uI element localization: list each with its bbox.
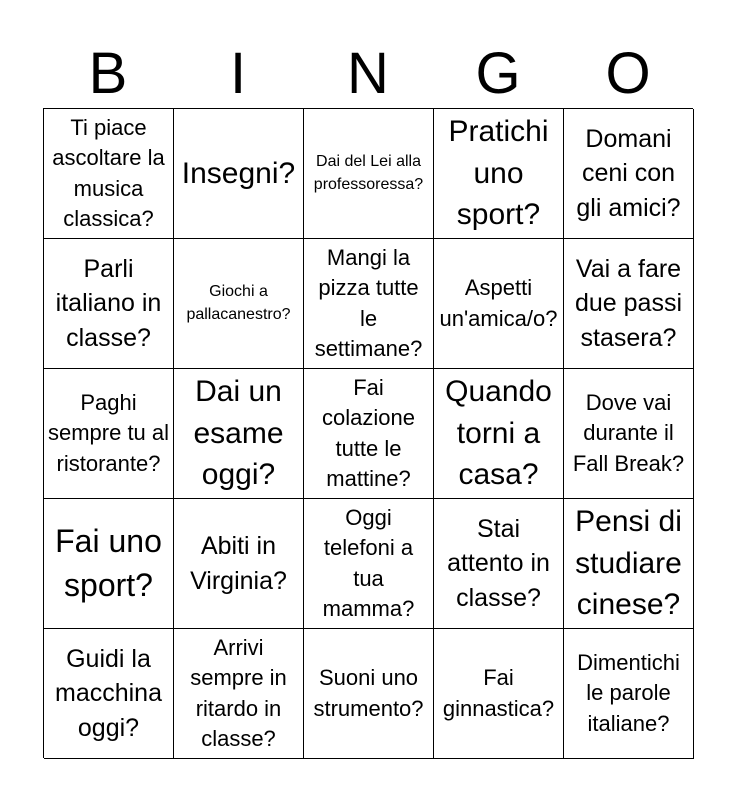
bingo-cell[interactable] bbox=[174, 499, 304, 629]
bingo-cell[interactable] bbox=[434, 109, 564, 239]
cell-text: Stai attento in classe? bbox=[447, 514, 550, 612]
cell-text: Fai colazione tutte le mattine? bbox=[322, 374, 415, 491]
bingo-cell[interactable] bbox=[564, 499, 694, 629]
header-letter-g: G bbox=[475, 41, 521, 106]
bingo-cell[interactable] bbox=[44, 499, 174, 629]
bingo-cell[interactable] bbox=[174, 369, 304, 499]
bingo-cell[interactable] bbox=[174, 239, 304, 369]
cell-text: Suoni uno strumento? bbox=[313, 665, 424, 721]
cell-text: Fai ginnastica? bbox=[442, 665, 555, 721]
bingo-cell[interactable] bbox=[564, 109, 694, 239]
bingo-cell[interactable] bbox=[434, 239, 564, 369]
cell-text: Dove vai durante il Fall Break? bbox=[572, 389, 685, 476]
bingo-cell[interactable] bbox=[44, 239, 174, 369]
cell-text: Fai uno sport? bbox=[55, 523, 162, 603]
bingo-cell[interactable] bbox=[564, 629, 694, 759]
bingo-cell[interactable] bbox=[44, 629, 174, 759]
bingo-cell[interactable] bbox=[434, 629, 564, 759]
bingo-cell[interactable] bbox=[304, 369, 434, 499]
cell-text: Domani ceni con gli amici? bbox=[576, 124, 681, 222]
cell-text: Parli italiano in classe? bbox=[55, 254, 162, 352]
bingo-board bbox=[43, 108, 693, 758]
bingo-cell[interactable] bbox=[304, 109, 434, 239]
cell-text: Mangi la pizza tutte le settimane? bbox=[314, 244, 423, 361]
cell-text: Dimentichi le parole italiane? bbox=[577, 649, 680, 736]
cell-text: Pensi di studiare cinese? bbox=[575, 505, 682, 622]
cell-text: Pratichi uno sport? bbox=[448, 115, 549, 232]
cell-text: Dai del Lei alla professoressa? bbox=[313, 153, 424, 193]
bingo-cell[interactable] bbox=[564, 239, 694, 369]
cell-text: Giochi a pallacanestro? bbox=[186, 283, 291, 323]
bingo-cell[interactable] bbox=[174, 109, 304, 239]
cell-text: Abiti in Virginia? bbox=[190, 532, 287, 595]
cell-text: Ti piace ascoltare la musica classica? bbox=[52, 114, 165, 231]
header-letter-b: B bbox=[88, 41, 128, 106]
header-letter-i: I bbox=[229, 41, 247, 106]
bingo-header bbox=[43, 40, 693, 108]
bingo-cell[interactable] bbox=[434, 369, 564, 499]
bingo-cell[interactable] bbox=[44, 109, 174, 239]
bingo-cell[interactable] bbox=[304, 629, 434, 759]
cell-text: Aspetti un'amica/o? bbox=[439, 275, 558, 331]
bingo-cell[interactable] bbox=[434, 499, 564, 629]
cell-text: Quando torni a casa? bbox=[445, 375, 552, 492]
cell-text: Paghi sempre tu al ristorante? bbox=[47, 389, 170, 476]
cell-text: Dai un esame oggi? bbox=[193, 375, 284, 492]
bingo-cell[interactable] bbox=[174, 629, 304, 759]
bingo-cell[interactable] bbox=[564, 369, 694, 499]
cell-text: Insegni? bbox=[181, 156, 296, 190]
header-letter-n: N bbox=[347, 41, 389, 106]
bingo-cell[interactable] bbox=[304, 499, 434, 629]
cell-text: Arrivi sempre in ritardo in classe? bbox=[190, 634, 287, 751]
cell-text: Oggi telefoni a tua mamma? bbox=[322, 504, 415, 621]
cell-text: Vai a fare due passi stasera? bbox=[574, 254, 683, 352]
bingo-cell[interactable] bbox=[304, 239, 434, 369]
bingo-cell[interactable] bbox=[44, 369, 174, 499]
header-letter-o: O bbox=[605, 41, 651, 106]
cell-text: Guidi la macchina oggi? bbox=[55, 644, 162, 742]
